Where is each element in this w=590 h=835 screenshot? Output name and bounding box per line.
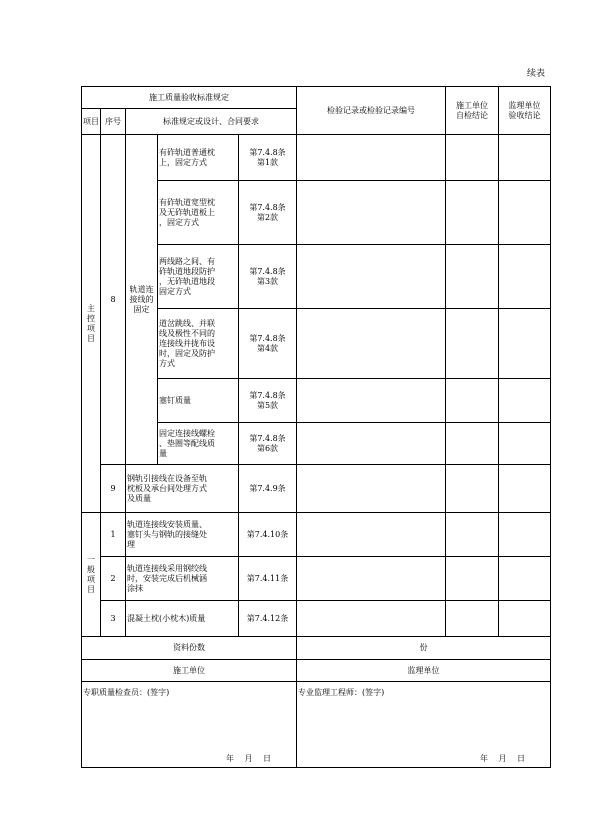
record-cell [297, 423, 446, 465]
general-item-2-seq: 2 [101, 557, 126, 601]
contractor-cell [446, 423, 499, 465]
supervisor-cell [499, 309, 551, 379]
item-9-seq: 9 [101, 465, 126, 513]
supervisor-cell [499, 601, 551, 637]
item-8-sub-2-clause: 第7.4.8条 第2款 [239, 181, 297, 245]
item-column-header: 项目 [82, 109, 101, 135]
item-8-sub-4-text: 道岔跳线、并联 线及极性不同的 连接线并拢布设 时，固定及防护 方式 [158, 309, 239, 379]
general-label: 一 般 项 目 [82, 513, 101, 637]
requirement-column-header: 标准规定或设计、合同要求 [126, 109, 297, 135]
contractor-cell [446, 601, 499, 637]
supervisor-cell [499, 513, 551, 557]
item-8-sub-3-text: 两线路之间、有 砟轨道地段防护 ，无砟轨道地段 固定方式 [158, 245, 239, 309]
record-cell [297, 309, 446, 379]
supervisor-cell [499, 181, 551, 245]
item-8-sub-1-text: 有砟轨道普通枕 上，固定方式 [158, 135, 239, 181]
supervisor-unit-title: 监理单位 [297, 660, 551, 682]
item-9-clause: 第7.4.9条 [239, 465, 297, 513]
supervisor-cell [499, 379, 551, 423]
general-item-1-seq: 1 [101, 513, 126, 557]
record-cell [297, 465, 446, 513]
item-8-sub-6-text: 固定连接线螺栓 、垫圈等配线质 量 [158, 423, 239, 465]
supervisor-cell [499, 423, 551, 465]
supervisor-cell [499, 245, 551, 309]
contractor-cell [446, 309, 499, 379]
contractor-check-header: 施工单位 自检结论 [446, 87, 499, 135]
general-item-2-text: 轨道连接线采用钢绞线 时，安装完成后机械涵 涂抹 [126, 557, 239, 601]
contractor-signature-area [82, 682, 297, 768]
supervisor-date: 年 月 日 [479, 754, 526, 763]
item-8-label: 轨道连 接线的 固定 [126, 135, 158, 465]
record-cell [297, 135, 446, 181]
item-8-sub-3-clause: 第7.4.8条 第3款 [239, 245, 297, 309]
contractor-cell [446, 181, 499, 245]
supervisor-cell [499, 557, 551, 601]
contractor-cell [446, 135, 499, 181]
general-item-3-text: 混凝土枕(小枕木)质量 [126, 601, 239, 637]
contractor-cell [446, 557, 499, 601]
item-8-sub-4-clause: 第7.4.8条 第4款 [239, 309, 297, 379]
materials-label: 资料份数 [82, 637, 297, 660]
main-control-label: 主 控 项 目 [82, 135, 101, 513]
item-8-sub-5-text: 塞钉质量 [158, 379, 239, 423]
item-8-sub-5-clause: 第7.4.8条 第5款 [239, 379, 297, 423]
seq-column-header: 序号 [101, 109, 126, 135]
supervisor-cell [499, 135, 551, 181]
supervisor-signature-area [297, 682, 551, 768]
item-8-sub-1-clause: 第7.4.8条 第1款 [239, 135, 297, 181]
supervisor-engineer-label: 专业监理工程师：(签字) [298, 688, 385, 697]
item-8-sub-2-text: 有砟轨道宽型枕 及无砟轨道板上 ，固定方式 [158, 181, 239, 245]
standard-group-header: 施工质量验收标准规定 [82, 87, 297, 109]
contractor-inspector-label: 专职质量检查员：(签字) [83, 688, 170, 697]
item-8-sub-6-clause: 第7.4.8条 第6款 [239, 423, 297, 465]
contractor-cell [446, 379, 499, 423]
item-8-seq: 8 [101, 135, 126, 465]
contractor-cell [446, 465, 499, 513]
record-cell [297, 557, 446, 601]
general-item-3-clause: 第7.4.12条 [239, 601, 297, 637]
materials-unit: 份 [297, 637, 551, 660]
item-9-text: 钢轨引接线在设备至轨 枕板及承台间处理方式 及质量 [126, 465, 239, 513]
general-item-1-text: 轨道连接线安装质量、 塞钉头与钢轨的接缝处 理 [126, 513, 239, 557]
continuation-label: 续表 [527, 69, 546, 79]
inspection-form [81, 86, 551, 768]
contractor-date: 年 月 日 [225, 754, 272, 763]
record-cell [297, 601, 446, 637]
record-cell [297, 245, 446, 309]
general-item-2-clause: 第7.4.11条 [239, 557, 297, 601]
contractor-unit-title: 施工单位 [82, 660, 297, 682]
general-item-1-clause: 第7.4.10条 [239, 513, 297, 557]
record-header: 检验记录或检验记录编号 [297, 87, 446, 135]
record-cell [297, 379, 446, 423]
supervisor-check-header: 监理单位 验收结论 [499, 87, 551, 135]
contractor-cell [446, 245, 499, 309]
record-cell [297, 181, 446, 245]
supervisor-cell [499, 465, 551, 513]
general-item-3-seq: 3 [101, 601, 126, 637]
record-cell [297, 513, 446, 557]
contractor-cell [446, 513, 499, 557]
